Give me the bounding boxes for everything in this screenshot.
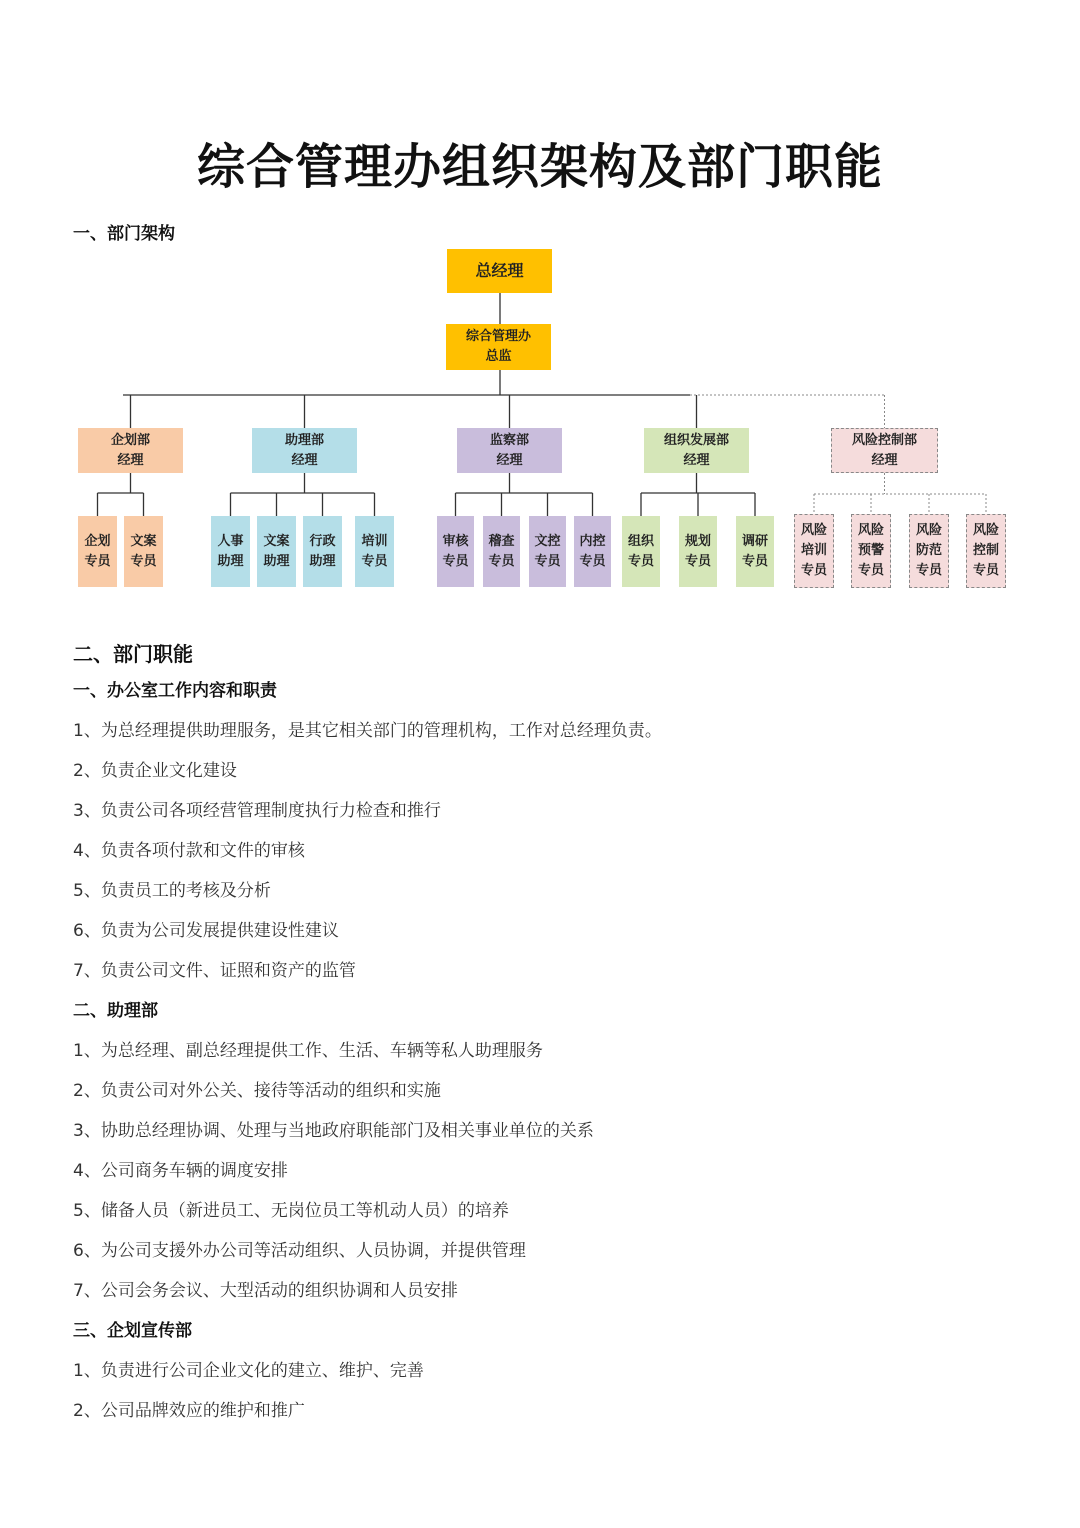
org-node-label: 文案 xyxy=(130,533,157,549)
duty-item: 3、协助总经理协调、处理与当地政府职能部门及相关事业单位的关系 xyxy=(73,1121,594,1141)
org-node-label: 预警 xyxy=(857,543,884,558)
org-node-staff xyxy=(483,516,520,587)
duty-heading: 二、助理部 xyxy=(73,1001,158,1021)
org-node-staff xyxy=(909,514,949,588)
duty-item: 7、负责公司文件、证照和资产的监管 xyxy=(73,961,356,981)
org-node-label: 调研 xyxy=(741,533,768,549)
org-node-label: 风险控制部 xyxy=(851,432,917,448)
duty-item: 5、储备人员（新进员工、无岗位员工等机动人员）的培养 xyxy=(73,1201,509,1221)
org-node-label: 稽查 xyxy=(488,533,515,549)
org-node-label: 总监 xyxy=(485,349,512,364)
org-node-staff xyxy=(679,516,717,587)
org-node-department-manager xyxy=(252,428,357,473)
org-node-staff xyxy=(794,514,834,588)
org-node-label: 风险 xyxy=(972,523,999,538)
org-node-department-manager xyxy=(457,428,562,473)
duty-heading: 一、办公室工作内容和职责 xyxy=(73,681,277,701)
org-node-staff xyxy=(622,516,660,587)
org-node-label: 助理 xyxy=(217,553,244,569)
org-node-staff xyxy=(966,514,1006,588)
section-heading-functions: 二、部门职能 xyxy=(73,642,193,666)
duty-item: 5、负责员工的考核及分析 xyxy=(73,881,271,901)
duties-list xyxy=(73,676,1023,1436)
org-node-label: 专员 xyxy=(972,563,999,578)
org-node-general-manager xyxy=(447,249,552,293)
duty-item: 4、公司商务车辆的调度安排 xyxy=(73,1161,288,1181)
duty-item: 3、负责公司各项经营管理制度执行力检查和推行 xyxy=(73,801,441,821)
org-node-staff xyxy=(355,516,394,587)
org-node-label: 助理部 xyxy=(284,432,324,448)
org-node-label: 文控 xyxy=(534,533,561,549)
org-node-label: 专员 xyxy=(442,553,469,569)
duty-item: 1、负责进行公司企业文化的建立、维护、完善 xyxy=(73,1361,424,1381)
org-node-label: 总经理 xyxy=(475,261,524,280)
duty-item: 4、负责各项付款和文件的审核 xyxy=(73,841,305,861)
org-node-director xyxy=(446,324,551,370)
org-node-label: 监察部 xyxy=(489,432,529,448)
org-node-label: 专员 xyxy=(84,553,111,569)
org-node-department-manager xyxy=(831,428,938,473)
org-node-label: 防范 xyxy=(915,543,942,558)
org-node-label: 企划 xyxy=(84,533,111,549)
org-node-department-manager xyxy=(644,428,749,473)
org-node-label: 审核 xyxy=(442,533,469,549)
org-node-label: 培训 xyxy=(361,533,388,549)
org-node-label: 经理 xyxy=(291,452,318,468)
org-node-label: 组织 xyxy=(627,533,654,549)
duty-item: 6、负责为公司发展提供建设性建议 xyxy=(73,921,339,941)
duty-item: 6、为公司支援外办公司等活动组织、人员协调，并提供管理 xyxy=(73,1241,526,1261)
org-node-label: 专员 xyxy=(361,553,388,569)
org-node-label: 企划部 xyxy=(110,432,150,448)
org-node-label: 组织发展部 xyxy=(663,432,729,448)
org-node-label: 专员 xyxy=(579,553,606,569)
org-node-staff xyxy=(78,516,117,587)
org-node-label: 经理 xyxy=(683,452,710,468)
duty-item: 7、公司会务会议、大型活动的组织协调和人员安排 xyxy=(73,1281,458,1301)
org-node-label: 内控 xyxy=(579,533,606,549)
org-chart xyxy=(0,0,1080,620)
org-node-label: 专员 xyxy=(534,553,561,569)
org-node-staff xyxy=(211,516,250,587)
org-node-staff xyxy=(529,516,566,587)
org-node-staff xyxy=(736,516,774,587)
org-node-staff xyxy=(851,514,891,588)
duty-heading: 三、企划宣传部 xyxy=(73,1321,192,1341)
org-node-label: 专员 xyxy=(130,553,157,569)
duty-item: 2、负责企业文化建设 xyxy=(73,761,237,781)
org-node-label: 专员 xyxy=(915,563,942,578)
org-node-label: 专员 xyxy=(488,553,515,569)
org-node-label: 综合管理办 xyxy=(465,329,531,344)
org-node-label: 专员 xyxy=(857,563,884,578)
org-node-label: 经理 xyxy=(496,452,523,468)
duty-item: 1、为总经理、副总经理提供工作、生活、车辆等私人助理服务 xyxy=(73,1041,543,1061)
org-node-label: 经理 xyxy=(871,452,898,468)
org-node-label: 人事 xyxy=(217,533,244,549)
org-node-label: 助理 xyxy=(263,553,290,569)
org-node-label: 控制 xyxy=(972,543,999,558)
org-node-label: 专员 xyxy=(684,553,711,569)
duty-item: 1、为总经理提供助理服务，是其它相关部门的管理机构，工作对总经理负责。 xyxy=(73,721,662,741)
duty-item: 2、负责公司对外公关、接待等活动的组织和实施 xyxy=(73,1081,441,1101)
org-node-label: 专员 xyxy=(800,563,827,578)
org-node-staff xyxy=(437,516,474,587)
org-node-department-manager xyxy=(78,428,183,473)
org-node-label: 专员 xyxy=(627,553,654,569)
duty-item: 2、公司品牌效应的维护和推广 xyxy=(73,1401,305,1421)
org-node-label: 助理 xyxy=(309,553,336,569)
org-node-label: 文案 xyxy=(263,533,290,549)
org-node-staff xyxy=(124,516,163,587)
org-node-label: 专员 xyxy=(741,553,768,569)
org-node-staff xyxy=(574,516,611,587)
org-node-label: 规划 xyxy=(684,533,711,549)
org-node-staff xyxy=(303,516,342,587)
org-node-staff xyxy=(257,516,296,587)
page-title: 综合管理办组织架构及部门职能 xyxy=(196,139,883,195)
org-node-label: 风险 xyxy=(915,523,942,538)
org-node-label: 风险 xyxy=(857,523,884,538)
org-node-label: 经理 xyxy=(117,452,144,468)
org-node-label: 风险 xyxy=(800,523,827,538)
section-heading-structure: 一、部门架构 xyxy=(73,224,175,244)
org-node-label: 行政 xyxy=(309,533,336,549)
org-node-label: 培训 xyxy=(800,543,827,558)
